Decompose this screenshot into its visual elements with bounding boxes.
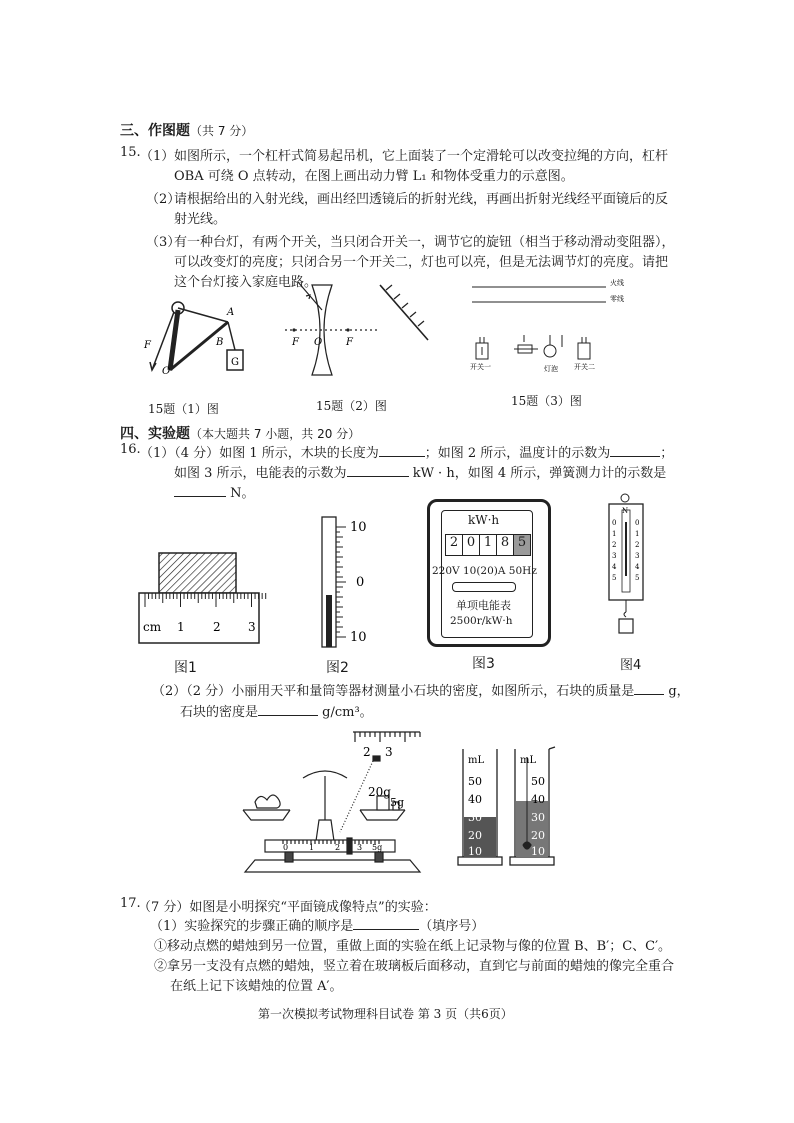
fig1-label-B: B [216,337,224,348]
spring-tick-left: 0 [612,519,617,527]
spring-scale-figure [605,492,655,647]
beam-tick-1: 1 [309,843,315,852]
fig15-3-caption: 15题（3）图 [511,394,582,408]
q15-p1-label: （1） [140,149,175,164]
q17-number: 17. [120,896,141,911]
q15-p3-line2: 可以改变灯的亮度；只闭合另一个开关二，灯也可以亮，但是无法调节灯的亮度。请把 [174,255,669,270]
q16-p2-line2 [180,701,373,720]
q17-step2b: 在纸上记下该蜡烛的位置 A′。 [170,979,343,994]
q16-p1-line3 [174,482,255,501]
fig1-label-O: O [162,366,171,377]
q15-p2-label: （2） [146,192,181,207]
fig3-bulb-label: 灯泡 [544,365,558,373]
fig3-caption: 图3 [472,656,495,672]
section4-title: 四、实验题 [120,426,190,442]
q16-p2-t2: g， [668,684,690,699]
q17-step1: ①移动点燃的蜡烛到另一位置，重做上面的实验在纸上记录物与像的位置 B、B′；C、C′。 [154,939,672,954]
q16-p1-t6: N。 [230,486,255,501]
fig3-switch1-label: 开关一 [470,363,491,371]
cyl1-tick-40: 40 [468,793,482,806]
spring-tick-right: 1 [635,530,640,538]
thermo-tick-bottom: 10 [350,630,367,645]
fig2-label-F-right: F [346,337,353,348]
cyl1-tick-10: 10 [468,845,482,858]
answer-blank-energy-meter[interactable] [347,464,409,477]
section3-title: 三、作图题 [120,123,190,139]
cyl2-tick-10: 10 [531,845,545,858]
spring-tick-right: 2 [635,541,640,549]
spring-tick-right: 4 [635,563,640,571]
fig3-switch2-label: 开关二 [574,363,595,371]
thermo-tick-zero: 0 [356,575,365,590]
q16-p1-line1 [140,442,673,461]
beam-tick-2: 2 [335,843,341,852]
q16-p1-t2: ；如图 2 所示，温度计的示数为 [424,446,611,461]
wood-block [159,553,236,593]
cyl2-unit: mL [520,755,537,766]
meter-disc-window [452,582,516,592]
graduated-cylinders-figure [455,745,565,875]
answer-blank-step-order[interactable] [353,917,419,930]
thermo-tick-top: 10 [350,520,367,535]
q15-p2-line1: 请根据给出的入射光线，画出经凹透镜后的折射光线，再画出折射光线经平面镜后的反 [174,192,669,207]
cyl1-tick-20: 20 [468,829,482,842]
circuit-figure [466,275,646,385]
q15-p1-line1: 如图所示，一个杠杆式简易起吊机，它上面装了一个定滑轮可以改变拉绳的方向，杠杆 [174,149,669,164]
q16-p1-line2 [174,462,666,481]
fig1-label-A: A [227,307,235,318]
spring-tick-right: 3 [635,552,640,560]
q16-p2-label: （2）（2 分） [152,684,232,699]
q16-p1-t5: kW · h，如图 4 所示，弹簧测力计的示数是 [412,466,667,481]
section4-heading [120,423,360,443]
spring-unit: N [622,507,629,515]
meter-rating: 220V 10(20)A 50Hz [432,565,537,577]
q16-p1-t3: ； [660,446,674,461]
q17-step2a: ②拿另一支没有点燃的蜡烛，竖立着在玻璃板后面移动，直到它与前面的蜡烛的像完全重合 [154,959,675,974]
cyl2-tick-50: 50 [531,775,545,788]
spring-tick-right: 0 [635,519,640,527]
q17-p1-t1: （1）实验探究的步骤正确的顺序是 [150,919,354,934]
zoom-label-3: 3 [385,745,393,759]
spring-tick-left: 2 [612,541,617,549]
beam-tick-0: 0 [283,843,289,852]
meter-digit-5: 5 [514,535,530,555]
fig2-caption: 图2 [326,660,349,676]
meter-digit-1: 2 [446,535,463,555]
spring-tick-left: 1 [612,530,617,538]
weight-20g: 20g [368,785,391,799]
thermometer-figure [312,515,382,650]
fig15-1-caption: 15题（1）图 [148,402,219,416]
spring-tick-right: 5 [635,574,640,582]
q15-p3-line3: 这个台灯接入家庭电路。 [174,275,318,290]
q15-p3-label: （3） [146,235,181,250]
fig1-label-F: F [144,340,151,351]
answer-blank-stone-mass[interactable] [634,682,664,695]
fig15-2-caption: 15题（2）图 [316,399,387,413]
section3-score: （共 7 分） [190,124,254,138]
q16-p1-t1: 如图 1 所示，木块的长度为 [219,446,379,461]
cyl1-tick-50: 50 [468,775,482,788]
meter-digit-3: 1 [480,535,497,555]
q15-p1-line2: OBA 可绕 O 点转动，在图上画出动力臂 L₁ 和物体受重力的示意图。 [174,169,574,184]
ruler-tick-1: 1 [177,620,185,634]
fig2-label-F-left: F [292,337,299,348]
q17-intro: （7 分）如图是小明探究“平面镜成像特点”的实验： [138,900,437,915]
beam-tick-3: 3 [357,843,363,852]
fig4-caption: 图4 [620,658,642,673]
cyl2-tick-20: 20 [531,829,545,842]
cyl2-tick-40: 40 [531,793,545,806]
ruler-tick-3: 3 [248,620,256,634]
fig1-caption: 图1 [174,660,197,676]
spring-tick-left: 4 [612,563,617,571]
meter-digit-4: 8 [497,535,514,555]
answer-blank-thermometer[interactable] [610,444,660,457]
weight-5g: 5g [390,796,405,809]
answer-blank-spring-scale[interactable] [174,484,226,497]
q16-p1-t4: 如图 3 所示，电能表的示数为 [174,466,347,481]
energy-meter-figure [427,499,551,647]
fig2-label-O: O [314,337,323,348]
meter-constant: 2500r/kW·h [450,615,513,627]
q16-p2-t3: 石块的密度是 [180,705,259,720]
q16-p2-t4: g/cm³。 [322,705,373,720]
q17-p1 [150,915,484,934]
meter-digit-2: 0 [463,535,480,555]
balance-scale-figure [225,720,435,890]
cyl2-tick-30: 30 [531,811,545,824]
fig3-live-label: 火线 [610,279,624,287]
meter-digits [445,534,531,556]
answer-blank-stone-density[interactable] [258,703,318,716]
ruler-tick-2: 2 [213,620,221,634]
spring-tick-left: 3 [612,552,617,560]
fig1-label-G: G [231,357,239,368]
lens-mirror-figure [280,280,440,400]
answer-blank-wood-length[interactable] [379,444,425,457]
beam-tick-5g: 5g [372,843,383,852]
q16-p2-t1: 小丽用天平和量筒等器材测量小石块的密度，如图所示，石块的质量是 [231,684,635,699]
q15-p3-line1: 有一种台灯，有两个开关，当只闭合开关一，调节它的旋钮（相当于移动滑动变阻器）， [174,235,675,250]
q15-p2-line2: 射光线。 [174,212,227,227]
q16-p1-label: （1）（4 分） [140,446,220,461]
meter-name: 单项电能表 [456,599,511,612]
section3-heading [120,120,253,140]
page-footer: 第一次模拟考试物理科目试卷 第 3 页（共6页） [258,1007,513,1021]
meter-unit: kW·h [468,513,500,527]
fig3-neutral-label: 零线 [610,295,624,303]
cyl1-tick-30: 30 [468,811,482,824]
cyl1-unit: mL [468,755,485,766]
zoom-label-2: 2 [363,745,371,759]
spring-tick-left: 5 [612,574,617,582]
q17-p1-t2: （填序号） [419,919,485,934]
ruler-figure [135,545,270,650]
q16-p2-line1 [152,680,690,699]
q16-number: 16. [120,442,141,457]
lever-crane-figure [130,290,260,400]
ruler-unit: cm [143,620,162,634]
section4-score: （本大题共 7 小题，共 20 分） [190,427,361,441]
q15-number: 15. [120,145,141,160]
